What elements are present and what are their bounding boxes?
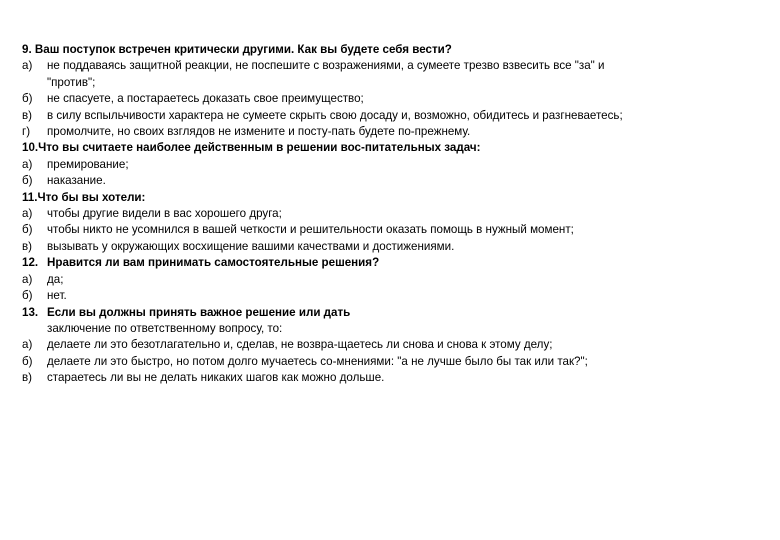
- option-text: чтобы другие видели в вас хорошего друга;: [47, 207, 282, 221]
- option-label: б): [22, 92, 33, 106]
- question-13-text: Если вы должны принять важное решение или дать: [47, 305, 351, 319]
- option-text: да;: [47, 272, 64, 286]
- question-12-title: [22, 255, 762, 271]
- question-12-number: 12.: [22, 256, 39, 270]
- question-9-text: Ваш поступок встречен критически другими. Как вы будете себя вести?: [34, 43, 452, 56]
- question-11-title: [22, 190, 762, 206]
- option-label: б): [22, 174, 33, 188]
- option-text: вызывать у окружающих восхищение вашими качествами и достижениями.: [47, 239, 455, 253]
- option-label: а): [22, 157, 33, 171]
- option-line: [22, 272, 762, 288]
- option-text: делаете ли это быстро, но потом долго мучаетесь со-мнениями: "а не лучше было бы так или так?";: [47, 354, 588, 368]
- option-line: [22, 58, 762, 74]
- question-10-text: Что вы считаете наиболее действенным в решении вос-питательных задач:: [38, 141, 481, 155]
- option-line: [22, 337, 762, 353]
- option-line-continuation: [22, 75, 762, 91]
- option-text: чтобы никто не усомнился в вашей четкости и решительности оказать помощь в нужный момент;: [47, 223, 574, 237]
- question-13-text-continuation: заключение по ответственному вопросу, то:: [47, 321, 283, 335]
- option-label: а): [22, 59, 33, 73]
- option-line: [22, 157, 762, 173]
- document-page: [22, 42, 762, 387]
- option-text: премирование;: [47, 157, 129, 171]
- option-text: наказание.: [47, 174, 106, 188]
- option-text: не поддаваясь защитной реакции, не поспешите с возражениями, а сумеете трезво взвесить все "за" и: [47, 59, 605, 73]
- option-line: [22, 124, 762, 140]
- option-label: г): [22, 125, 31, 139]
- option-line: [22, 108, 762, 124]
- question-12-text: Нравится ли вам принимать самостоятельные решения?: [47, 256, 380, 270]
- option-label: в): [22, 371, 33, 385]
- option-label: а): [22, 207, 33, 221]
- question-9-title: [22, 42, 762, 58]
- option-text: стараетесь ли вы не делать никаких шагов как можно дольше.: [47, 371, 385, 385]
- option-line: [22, 91, 762, 107]
- option-text: делаете ли это безотлагательно и, сделав, не возвра-щаетесь ли снова и снова к этому делу;: [47, 338, 553, 352]
- option-line: [22, 206, 762, 222]
- option-line: [22, 222, 762, 238]
- option-line: [22, 173, 762, 189]
- option-line: [22, 239, 762, 255]
- question-11-number: 11.: [22, 190, 38, 204]
- question-9-number: 9.: [22, 43, 32, 56]
- option-label: б): [22, 354, 33, 368]
- question-11-text: Что бы вы хотели:: [37, 190, 146, 204]
- option-label: б): [22, 289, 33, 303]
- question-10-number: 10.: [22, 141, 39, 155]
- option-label: а): [22, 272, 33, 286]
- option-label: б): [22, 223, 33, 237]
- question-13-number: 13.: [22, 305, 39, 319]
- question-13-title: [22, 305, 762, 321]
- option-label: а): [22, 338, 33, 352]
- option-text: промолчите, но своих взглядов не измените и посту-пать будете по-прежнему.: [47, 125, 471, 139]
- option-text: "против";: [47, 75, 96, 89]
- option-line: [22, 354, 762, 370]
- option-text: в силу вспыльчивости характера не сумеете скрыть свою досаду и, возможно, обидитесь и разгневаетесь;: [47, 108, 623, 122]
- option-label: в): [22, 108, 33, 122]
- option-label: в): [22, 239, 33, 253]
- option-text: нет.: [47, 289, 67, 303]
- option-line: [22, 288, 762, 304]
- option-line: [22, 370, 762, 386]
- option-text: не спасуете, а постараетесь доказать свое преимущество;: [47, 92, 364, 106]
- question-13-continuation: [22, 321, 762, 337]
- question-10-title: [22, 140, 762, 156]
